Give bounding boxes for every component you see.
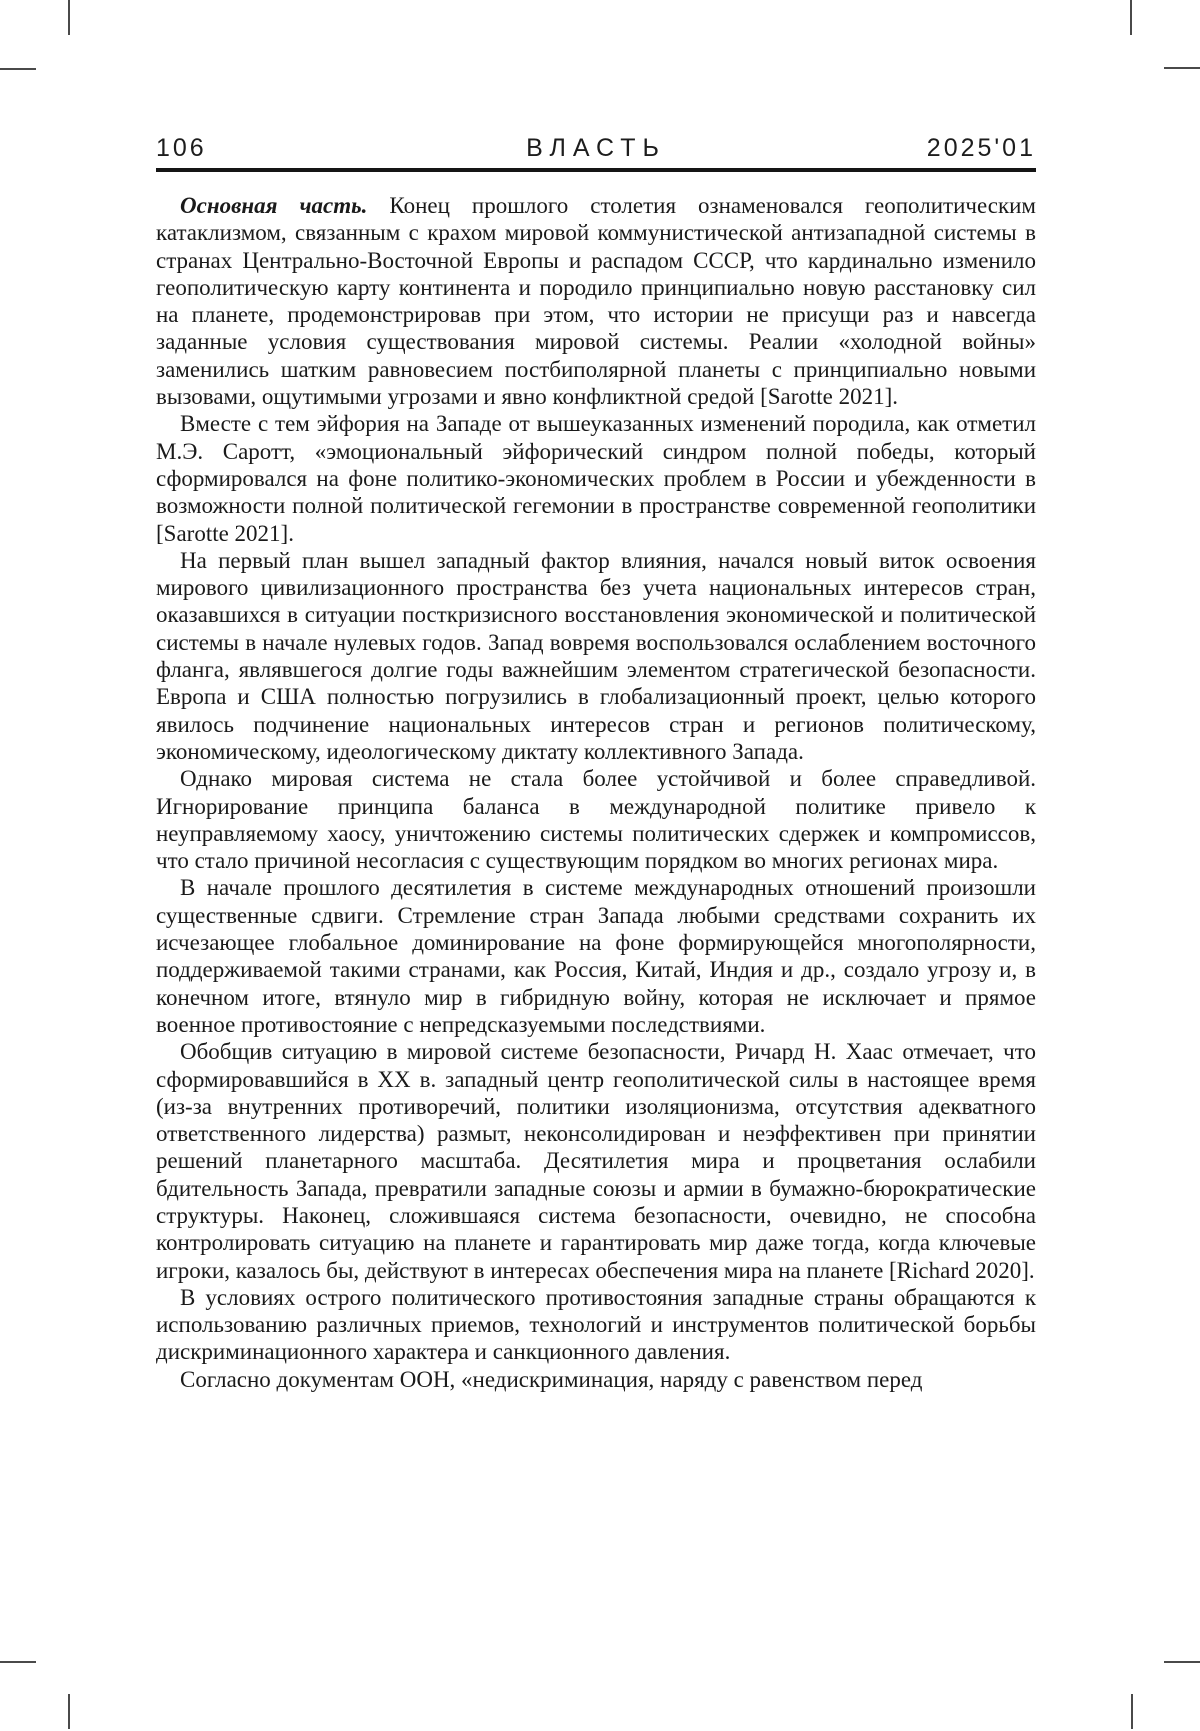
crop-mark-top-left-vertical [68,0,70,35]
paragraph: В начале прошлого десятилетия в системе международных отношений произошли существенные сдвиги. Стремление стран Запада любыми средствами сохранить их исчезающее глобальное доминирование на фоне формирующейся многополярности, поддерживаемой такими странами, как Россия, Китай, Индия и др., создало угрозу и, в конечном итоге, втянуло мир в гибридную войну, которая не исключает и прямое военное противостояние с непредсказуемыми последствиями. [156,875,1036,1037]
crop-mark-bottom-right-vertical [1131,1694,1133,1729]
crop-mark-bottom-right-horizontal [1164,1661,1200,1663]
article-body [156,192,1036,1393]
crop-mark-top-left-horizontal [0,68,36,70]
paragraph: В условиях острого политического противостояния западные страны обращаются к использованию различных приемов, технологий и инструментов политической борьбы дискриминационного характера и санкционного давления. [156,1284,1036,1365]
page-number: 106 [156,134,207,162]
issue-number: 2025'01 [926,134,1036,162]
paragraph: Обобщив ситуацию в мировой системе безопасности, Ричард Н. Хаас отмечает, что сформировавшийся в XX в. западный центр геополитической силы в настоящее время (из-за внутренних противоречий, политики изоляционизма, отсутствия адекватного ответственного лидерства) размыт, неконсолидирован и неэффективен при принятии решений планетарного масштаба. Десятилетия мира и процветания ослабили бдительность Запада, превратили западные союзы и армии в бумажно-бюрократические структуры. Наконец, сложившаяся система безопасности, очевидно, не способна контролировать ситуацию на планете и гарантировать мир даже тогда, когда ключевые игроки, казалось бы, действуют в интересах обеспечения мира на планете [Richard 2020]. [156,1039,1036,1283]
paragraph: На первый план вышел западный фактор влияния, начался новый виток освоения мирового цивилизационного пространства без учета национальных интересов стран, оказавшихся в ситуации посткризисного восстановления экономической и политической системы в начале нулевых годов. Запад вовремя воспользовался ослаблением восточного фланга, являвшегося долгие годы важнейшим элементом стратегической безопасности. Европа и США полностью погрузились в глобализационный проект, целью которого явилось подчинение национальных интересов стран и регионов политическому, экономическому, идеологическому диктату коллективного Запада. [156,547,1036,764]
crop-mark-top-right-horizontal [1164,67,1200,69]
paragraph-text: Конец прошлого столетия ознаменовался геополитическим катаклизмом, связанным с крахом мировой коммунистической антизападной системы в странах Центрально-Восточной Европы и распадом СССР, что кардинально изменило геополитическую карту континента и породило принципиально новую расстановку сил на планете, продемонстрировав при этом, что истории не присущи раз и навсегда заданные условия существования мировой системы. Реалии «холодной войны» заменились шатким равновесием постбиполярной планеты с принципиально новыми вызовами, ощутимыми угрозами и явно конфликтной средой [Sarotte 2021]. [156,193,1036,410]
crop-mark-bottom-left-horizontal [0,1661,36,1663]
paragraph: Вместе с тем эйфория на Западе от вышеуказанных изменений породила, как отметил М.Э. Саротт, «эмоциональный эйфорический синдром полной победы, который сформировался на фоне политико-экономических проблем в России и убежденности в возможности полной политической гегемонии в пространстве современной геополитики [Sarotte 2021]. [156,411,1036,546]
paragraph-lead: Основная часть. [180,193,390,218]
paragraph [156,192,1036,410]
crop-mark-bottom-left-vertical [68,1694,70,1729]
journal-title: ВЛАСТЬ [526,134,666,162]
crop-mark-top-right-vertical [1130,0,1132,35]
paragraph: Согласно документам ООН, «недискриминация, наряду с равенством перед [180,1366,923,1392]
paragraph: Однако мировая система не стала более устойчивой и более справедливой. Игнорирование принципа баланса в международной политике привело к неуправляемому хаосу, уничтожению системы политических сдержек и компромиссов, что стало причиной несогласия с существующим порядком во многих регионах мира. [156,766,1036,874]
header-rule [156,168,1036,172]
page-header [156,129,1036,163]
